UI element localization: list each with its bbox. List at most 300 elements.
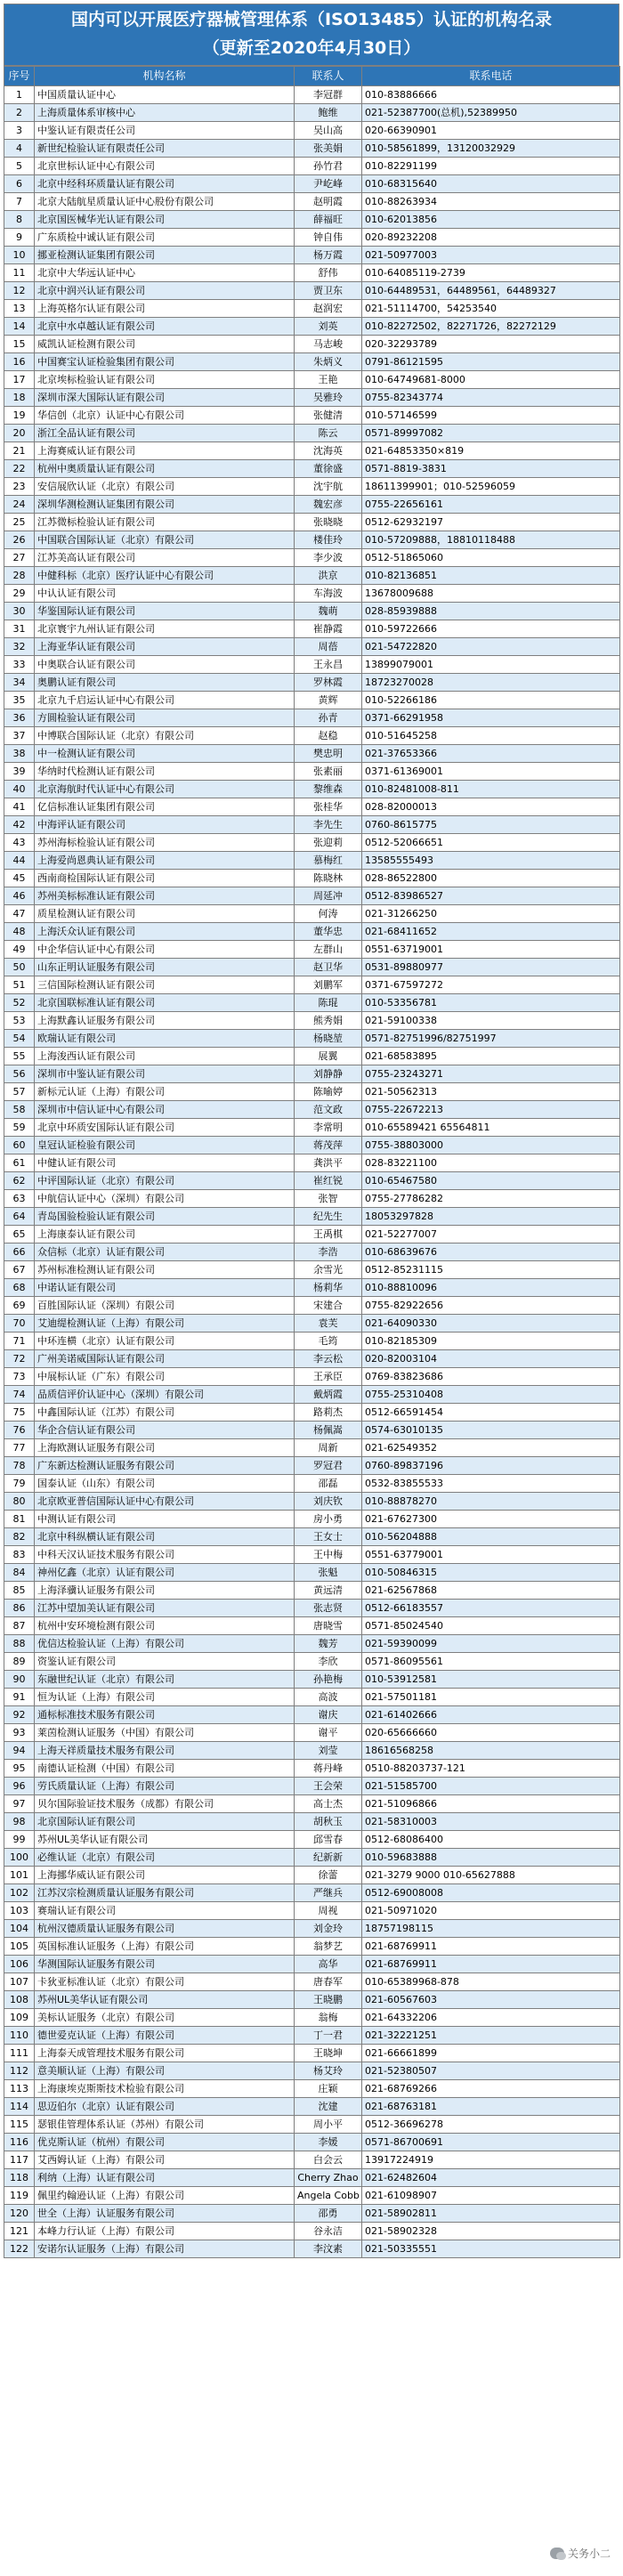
cell-index: 66 xyxy=(4,1243,35,1261)
cell-institution-name: 中航信认证中心（深圳）有限公司 xyxy=(35,1190,295,1208)
cell-phone: 021-64853350×819 xyxy=(362,442,620,460)
table-row xyxy=(4,2240,620,2258)
cell-phone: 010-68639676 xyxy=(362,1243,620,1261)
table-row xyxy=(4,1564,620,1582)
cell-contact-person: 黄辉 xyxy=(295,692,362,709)
cell-institution-name: 苏州UL美华认证有限公司 xyxy=(35,1831,295,1849)
cell-index: 96 xyxy=(4,1778,35,1795)
cell-contact-person: 唐晓雪 xyxy=(295,1617,362,1635)
cell-index: 15 xyxy=(4,336,35,353)
table-row xyxy=(4,549,620,567)
cell-contact-person: 赵稳 xyxy=(295,727,362,745)
cell-institution-name: 通标标准技术服务有限公司 xyxy=(35,1706,295,1724)
cell-index: 74 xyxy=(4,1386,35,1404)
cell-phone: 028-83221100 xyxy=(362,1154,620,1172)
cell-phone: 010-59683888 xyxy=(362,1849,620,1867)
table-row xyxy=(4,1315,620,1333)
cell-contact-person: 楼佳玲 xyxy=(295,531,362,549)
cell-institution-name: 中一检测认证有限公司 xyxy=(35,745,295,763)
cell-phone: 18053297828 xyxy=(362,1208,620,1226)
cell-index: 10 xyxy=(4,247,35,264)
table-row xyxy=(4,1600,620,1617)
table-row xyxy=(4,2187,620,2205)
table-row xyxy=(4,158,620,175)
cell-index: 43 xyxy=(4,834,35,852)
cell-phone: 0551-63719001 xyxy=(362,941,620,959)
cell-contact-person: 李媛 xyxy=(295,2134,362,2151)
title-line-2: （更新至2020年4月30日） xyxy=(202,38,421,58)
cell-index: 71 xyxy=(4,1333,35,1350)
cell-index: 38 xyxy=(4,745,35,763)
wechat-icon xyxy=(550,2548,564,2559)
table-row xyxy=(4,781,620,798)
table-row xyxy=(4,692,620,709)
cell-phone: 0531-89880977 xyxy=(362,959,620,976)
cell-index: 72 xyxy=(4,1350,35,1368)
cell-index: 118 xyxy=(4,2169,35,2187)
cell-institution-name: 南德认证检测（中国）有限公司 xyxy=(35,1760,295,1778)
cell-institution-name: 中评国际认证（北京）有限公司 xyxy=(35,1172,295,1190)
cell-contact-person: 薛福旺 xyxy=(295,211,362,229)
cell-phone: 0371-61369001 xyxy=(362,763,620,781)
cell-phone: 010-64749681-8000 xyxy=(362,371,620,389)
cell-phone: 010-51645258 xyxy=(362,727,620,745)
cell-index: 41 xyxy=(4,798,35,816)
watermark xyxy=(550,2546,611,2561)
cell-contact-person: 沈建 xyxy=(295,2098,362,2116)
cell-index: 45 xyxy=(4,870,35,887)
cell-institution-name: 资鉴认证有限公司 xyxy=(35,1653,295,1671)
cell-index: 54 xyxy=(4,1030,35,1048)
cell-index: 21 xyxy=(4,442,35,460)
cell-contact-person: 黎维森 xyxy=(295,781,362,798)
cell-index: 57 xyxy=(4,1083,35,1101)
cell-institution-name: 优信达检验认证（上海）有限公司 xyxy=(35,1635,295,1653)
cell-phone: 0571-82751996/82751997 xyxy=(362,1030,620,1048)
cell-index: 102 xyxy=(4,1884,35,1902)
table-row xyxy=(4,1956,620,1973)
table-row xyxy=(4,514,620,531)
cell-index: 92 xyxy=(4,1706,35,1724)
cell-institution-name: 北京大陆航星质量认证中心股份有限公司 xyxy=(35,193,295,211)
cell-contact-person: 龚洪平 xyxy=(295,1154,362,1172)
table-row xyxy=(4,798,620,816)
cell-index: 44 xyxy=(4,852,35,870)
table-row xyxy=(4,905,620,923)
cell-index: 39 xyxy=(4,763,35,781)
cell-institution-name: 华信创（北京）认证中心有限公司 xyxy=(35,407,295,425)
table-row xyxy=(4,1582,620,1600)
table-row xyxy=(4,318,620,336)
cell-contact-person: 李浩 xyxy=(295,1243,362,1261)
cell-contact-person: 黄远清 xyxy=(295,1582,362,1600)
cell-phone: 18757198115 xyxy=(362,1920,620,1938)
cell-phone: 021-64090330 xyxy=(362,1315,620,1333)
table-row xyxy=(4,994,620,1012)
cell-phone: 0769-83823686 xyxy=(362,1368,620,1386)
cell-institution-name: 北京中润兴认证有限公司 xyxy=(35,282,295,300)
cell-phone: 0512-68086400 xyxy=(362,1831,620,1849)
cell-index: 67 xyxy=(4,1261,35,1279)
cell-institution-name: 世全（上海）认证服务有限公司 xyxy=(35,2205,295,2223)
cell-index: 95 xyxy=(4,1760,35,1778)
cell-phone: 0755-23243271 xyxy=(362,1065,620,1083)
cell-institution-name: 欧瑞认证有限公司 xyxy=(35,1030,295,1048)
cell-index: 48 xyxy=(4,923,35,941)
cell-phone: 021-52387700(总机),52389950 xyxy=(362,104,620,122)
table-row xyxy=(4,1030,620,1048)
cell-index: 16 xyxy=(4,353,35,371)
cell-contact-person: 李云松 xyxy=(295,1350,362,1368)
table-header-row xyxy=(4,67,620,86)
table-row xyxy=(4,816,620,834)
cell-index: 18 xyxy=(4,389,35,407)
cell-contact-person: 徐蕾 xyxy=(295,1867,362,1884)
cell-index: 104 xyxy=(4,1920,35,1938)
cell-institution-name: 中测认证有限公司 xyxy=(35,1511,295,1528)
table-row xyxy=(4,2080,620,2098)
cell-index: 83 xyxy=(4,1546,35,1564)
cell-contact-person: 李先生 xyxy=(295,816,362,834)
cell-phone: 0512-51865060 xyxy=(362,549,620,567)
cell-index: 47 xyxy=(4,905,35,923)
table-row xyxy=(4,478,620,496)
cell-phone: 021-37653366 xyxy=(362,745,620,763)
cell-institution-name: 利纳（上海）认证有限公司 xyxy=(35,2169,295,2187)
cell-contact-person: 毛筠 xyxy=(295,1333,362,1350)
cell-contact-person: 周延冲 xyxy=(295,887,362,905)
table-row xyxy=(4,1493,620,1511)
cell-contact-person: 孙青 xyxy=(295,709,362,727)
cell-contact-person: 周小平 xyxy=(295,2116,362,2134)
table-row xyxy=(4,1528,620,1546)
cell-index: 61 xyxy=(4,1154,35,1172)
cell-phone: 021-50562313 xyxy=(362,1083,620,1101)
table-row xyxy=(4,1635,620,1653)
table-row xyxy=(4,2205,620,2223)
cell-index: 117 xyxy=(4,2151,35,2169)
cell-phone: 0512-83986527 xyxy=(362,887,620,905)
cell-index: 70 xyxy=(4,1315,35,1333)
cell-contact-person: 樊忠明 xyxy=(295,745,362,763)
cell-index: 33 xyxy=(4,656,35,674)
table-row xyxy=(4,2009,620,2027)
cell-institution-name: 广东质检中诚认证有限公司 xyxy=(35,229,295,247)
table-row xyxy=(4,407,620,425)
table-row xyxy=(4,371,620,389)
cell-contact-person: 朱炳义 xyxy=(295,353,362,371)
cell-contact-person: 谷永洁 xyxy=(295,2223,362,2240)
cell-institution-name: 莱茵检测认证服务（中国）有限公司 xyxy=(35,1724,295,1742)
table-row xyxy=(4,496,620,514)
cell-contact-person: 张桂华 xyxy=(295,798,362,816)
cell-contact-person: 贾卫东 xyxy=(295,282,362,300)
cell-contact-person: 庄颖 xyxy=(295,2080,362,2098)
cell-phone: 0791-86121595 xyxy=(362,353,620,371)
cell-index: 88 xyxy=(4,1635,35,1653)
cell-phone: 0371-67597272 xyxy=(362,976,620,994)
cell-index: 35 xyxy=(4,692,35,709)
cell-index: 80 xyxy=(4,1493,35,1511)
cell-contact-person: 魏萌 xyxy=(295,603,362,620)
cell-phone: 010-58561899，13120032929 xyxy=(362,140,620,158)
cell-phone: 021-68769266 xyxy=(362,2080,620,2098)
cell-institution-name: 杭州汉德质量认证服务有限公司 xyxy=(35,1920,295,1938)
cell-institution-name: 众信标（北京）认证有限公司 xyxy=(35,1243,295,1261)
cell-index: 93 xyxy=(4,1724,35,1742)
cell-institution-name: 优克斯认证（杭州）有限公司 xyxy=(35,2134,295,2151)
cell-phone: 021-66661899 xyxy=(362,2045,620,2062)
cell-contact-person: 戴炳霞 xyxy=(295,1386,362,1404)
table-row xyxy=(4,1760,620,1778)
cell-institution-name: 山东正明认证服务有限公司 xyxy=(35,959,295,976)
cell-institution-name: 北京中大华远认证中心 xyxy=(35,264,295,282)
cell-phone: 010-64489531，64489561，64489327 xyxy=(362,282,620,300)
cell-index: 32 xyxy=(4,638,35,656)
table-row xyxy=(4,1333,620,1350)
table-row xyxy=(4,1938,620,1956)
table-row xyxy=(4,1048,620,1065)
cell-phone: 021-68411652 xyxy=(362,923,620,941)
cell-contact-person: 丁一君 xyxy=(295,2027,362,2045)
cell-institution-name: 赛瑞认证有限公司 xyxy=(35,1902,295,1920)
cell-index: 59 xyxy=(4,1119,35,1137)
table-row xyxy=(4,1973,620,1991)
cell-contact-person: 谢庆 xyxy=(295,1706,362,1724)
cell-index: 37 xyxy=(4,727,35,745)
cell-contact-person: 邵磊 xyxy=(295,1475,362,1493)
cell-index: 6 xyxy=(4,175,35,193)
cell-institution-name: 北京国医械华光认证有限公司 xyxy=(35,211,295,229)
table-row xyxy=(4,1475,620,1493)
cell-phone: 021-54722820 xyxy=(362,638,620,656)
cell-phone: 010-59722666 xyxy=(362,620,620,638)
cell-phone: 0760-8615775 xyxy=(362,816,620,834)
cell-phone: 0571-86700691 xyxy=(362,2134,620,2151)
table-row xyxy=(4,745,620,763)
cell-index: 81 xyxy=(4,1511,35,1528)
table-row xyxy=(4,1368,620,1386)
table-row xyxy=(4,2151,620,2169)
cell-index: 89 xyxy=(4,1653,35,1671)
cell-institution-name: 挪亚检测认证集团有限公司 xyxy=(35,247,295,264)
cell-institution-name: 必维认证（北京）有限公司 xyxy=(35,1849,295,1867)
cell-phone: 021-58902811 xyxy=(362,2205,620,2223)
cell-index: 56 xyxy=(4,1065,35,1083)
cell-index: 63 xyxy=(4,1190,35,1208)
table-row xyxy=(4,1119,620,1137)
cell-contact-person: 王永昌 xyxy=(295,656,362,674)
cell-phone: 0755-82343774 xyxy=(362,389,620,407)
cell-institution-name: 浙江全品认证有限公司 xyxy=(35,425,295,442)
table-row xyxy=(4,959,620,976)
cell-contact-person: Angela Cobb xyxy=(295,2187,362,2205)
cell-contact-person: 刘庆钦 xyxy=(295,1493,362,1511)
cell-phone: 020-32293789 xyxy=(362,336,620,353)
cell-institution-name: 苏州海标检验认证有限公司 xyxy=(35,834,295,852)
cell-contact-person: 舒伟 xyxy=(295,264,362,282)
table-row xyxy=(4,2223,620,2240)
cell-phone: 021-52277007 xyxy=(362,1226,620,1243)
table-row xyxy=(4,2062,620,2080)
cell-phone: 0551-63779001 xyxy=(362,1546,620,1564)
cell-index: 79 xyxy=(4,1475,35,1493)
cell-phone: 010-82136851 xyxy=(362,567,620,585)
cell-index: 76 xyxy=(4,1422,35,1439)
cell-contact-person: 邵勇 xyxy=(295,2205,362,2223)
cell-index: 86 xyxy=(4,1600,35,1617)
table-row xyxy=(4,1012,620,1030)
cell-index: 90 xyxy=(4,1671,35,1689)
cell-institution-name: 广东新达检测认证服务有限公司 xyxy=(35,1457,295,1475)
cell-phone: 010-83886666 xyxy=(362,86,620,104)
table-row xyxy=(4,870,620,887)
cell-institution-name: 深圳华测检测认证集团有限公司 xyxy=(35,496,295,514)
table-row xyxy=(4,852,620,870)
table-row xyxy=(4,1653,620,1671)
cell-institution-name: 北京埃标检验认证有限公司 xyxy=(35,371,295,389)
cell-phone: 0512-36696278 xyxy=(362,2116,620,2134)
cell-contact-person: 魏宏彦 xyxy=(295,496,362,514)
cell-contact-person: 刘静静 xyxy=(295,1065,362,1083)
header-index: 序号 xyxy=(4,67,35,86)
cell-contact-person: 周视 xyxy=(295,1902,362,1920)
cell-index: 7 xyxy=(4,193,35,211)
table-row xyxy=(4,674,620,692)
cell-institution-name: 美标认证服务（北京）有限公司 xyxy=(35,2009,295,2027)
table-row xyxy=(4,531,620,549)
cell-index: 19 xyxy=(4,407,35,425)
cell-contact-person: 展翼 xyxy=(295,1048,362,1065)
cell-contact-person: 何涛 xyxy=(295,905,362,923)
cell-phone: 021-62567868 xyxy=(362,1582,620,1600)
cell-contact-person: 罗林霞 xyxy=(295,674,362,692)
cell-institution-name: 上海默鑫认证服务有限公司 xyxy=(35,1012,295,1030)
cell-index: 84 xyxy=(4,1564,35,1582)
cell-phone: 0755-38803000 xyxy=(362,1137,620,1154)
cell-contact-person: 张智 xyxy=(295,1190,362,1208)
cell-index: 3 xyxy=(4,122,35,140)
cell-index: 87 xyxy=(4,1617,35,1635)
cell-phone: 021-51585700 xyxy=(362,1778,620,1795)
cell-index: 22 xyxy=(4,460,35,478)
cell-index: 14 xyxy=(4,318,35,336)
cell-institution-name: 威凯认证检测有限公司 xyxy=(35,336,295,353)
cell-contact-person: Cherry Zhao xyxy=(295,2169,362,2187)
table-row xyxy=(4,1724,620,1742)
cell-index: 2 xyxy=(4,104,35,122)
table-row xyxy=(4,1243,620,1261)
table-row xyxy=(4,211,620,229)
table-row xyxy=(4,389,620,407)
header-phone: 联系电话 xyxy=(362,67,620,86)
cell-institution-name: 上海挪华威认证有限公司 xyxy=(35,1867,295,1884)
cell-institution-name: 神州亿鑫（北京）认证有限公司 xyxy=(35,1564,295,1582)
cell-phone: 021-58310003 xyxy=(362,1813,620,1831)
table-row xyxy=(4,1279,620,1297)
cell-contact-person: 李常明 xyxy=(295,1119,362,1137)
cell-contact-person: 袁芙 xyxy=(295,1315,362,1333)
cell-institution-name: 本峰力行认证（上海）有限公司 xyxy=(35,2223,295,2240)
cell-contact-person: 李汶素 xyxy=(295,2240,362,2258)
cell-index: 85 xyxy=(4,1582,35,1600)
table-row xyxy=(4,1261,620,1279)
cell-contact-person: 陈琨 xyxy=(295,994,362,1012)
cell-phone: 0512-62932197 xyxy=(362,514,620,531)
cell-index: 5 xyxy=(4,158,35,175)
cell-contact-person: 高士杰 xyxy=(295,1795,362,1813)
cell-index: 52 xyxy=(4,994,35,1012)
cell-institution-name: 品质信评价认证中心（深圳）有限公司 xyxy=(35,1386,295,1404)
cell-contact-person: 陈云 xyxy=(295,425,362,442)
table-body xyxy=(4,86,620,2258)
cell-index: 13 xyxy=(4,300,35,318)
cell-index: 51 xyxy=(4,976,35,994)
cell-phone: 021-67627300 xyxy=(362,1511,620,1528)
table-row xyxy=(4,247,620,264)
cell-index: 97 xyxy=(4,1795,35,1813)
cell-index: 40 xyxy=(4,781,35,798)
table-row xyxy=(4,353,620,371)
cell-institution-name: 江苏汉宗检测质量认证服务有限公司 xyxy=(35,1884,295,1902)
cell-phone: 010-65589421 65564811 xyxy=(362,1119,620,1137)
table-row xyxy=(4,86,620,104)
cell-phone: 18723270028 xyxy=(362,674,620,692)
cell-index: 105 xyxy=(4,1938,35,1956)
table-row xyxy=(4,638,620,656)
cell-phone: 010-52266186 xyxy=(362,692,620,709)
cell-phone: 0574-63010135 xyxy=(362,1422,620,1439)
cell-contact-person: 陈晓林 xyxy=(295,870,362,887)
cell-index: 112 xyxy=(4,2062,35,2080)
cell-index: 73 xyxy=(4,1368,35,1386)
cell-contact-person: 马志峻 xyxy=(295,336,362,353)
cell-phone: 010-62013856 xyxy=(362,211,620,229)
cell-institution-name: 上海亚华认证有限公司 xyxy=(35,638,295,656)
cell-contact-person: 高华 xyxy=(295,1956,362,1973)
cell-contact-person: 赵润宏 xyxy=(295,300,362,318)
cell-index: 116 xyxy=(4,2134,35,2151)
cell-index: 114 xyxy=(4,2098,35,2116)
cell-phone: 021-50977003 xyxy=(362,247,620,264)
cell-contact-person: 王禹棋 xyxy=(295,1226,362,1243)
table-row xyxy=(4,1742,620,1760)
table-row xyxy=(4,1386,620,1404)
cell-index: 1 xyxy=(4,86,35,104)
cell-index: 122 xyxy=(4,2240,35,2258)
cell-phone: 021-51114700，54253540 xyxy=(362,300,620,318)
cell-contact-person: 董华忠 xyxy=(295,923,362,941)
cell-institution-name: 皇冠认证检验有限公司 xyxy=(35,1137,295,1154)
cell-phone: 021-68769911 xyxy=(362,1938,620,1956)
cell-index: 24 xyxy=(4,496,35,514)
cell-institution-name: 卡狄亚标准认证（北京）有限公司 xyxy=(35,1973,295,1991)
cell-phone: 021-68583895 xyxy=(362,1048,620,1065)
cell-institution-name: 北京中环质安国际认证有限公司 xyxy=(35,1119,295,1137)
cell-institution-name: 深圳市中鉴认证有限公司 xyxy=(35,1065,295,1083)
cell-index: 75 xyxy=(4,1404,35,1422)
cell-phone: 021-51096866 xyxy=(362,1795,620,1813)
cell-phone: 028-86522800 xyxy=(362,870,620,887)
cell-index: 106 xyxy=(4,1956,35,1973)
table-row xyxy=(4,1991,620,2009)
cell-index: 119 xyxy=(4,2187,35,2205)
cell-institution-name: 北京寰宇九州认证有限公司 xyxy=(35,620,295,638)
cell-contact-person: 唐春军 xyxy=(295,1973,362,1991)
cell-institution-name: 艾迪缇检测认证（上海）有限公司 xyxy=(35,1315,295,1333)
cell-index: 36 xyxy=(4,709,35,727)
table-row xyxy=(4,1617,620,1635)
